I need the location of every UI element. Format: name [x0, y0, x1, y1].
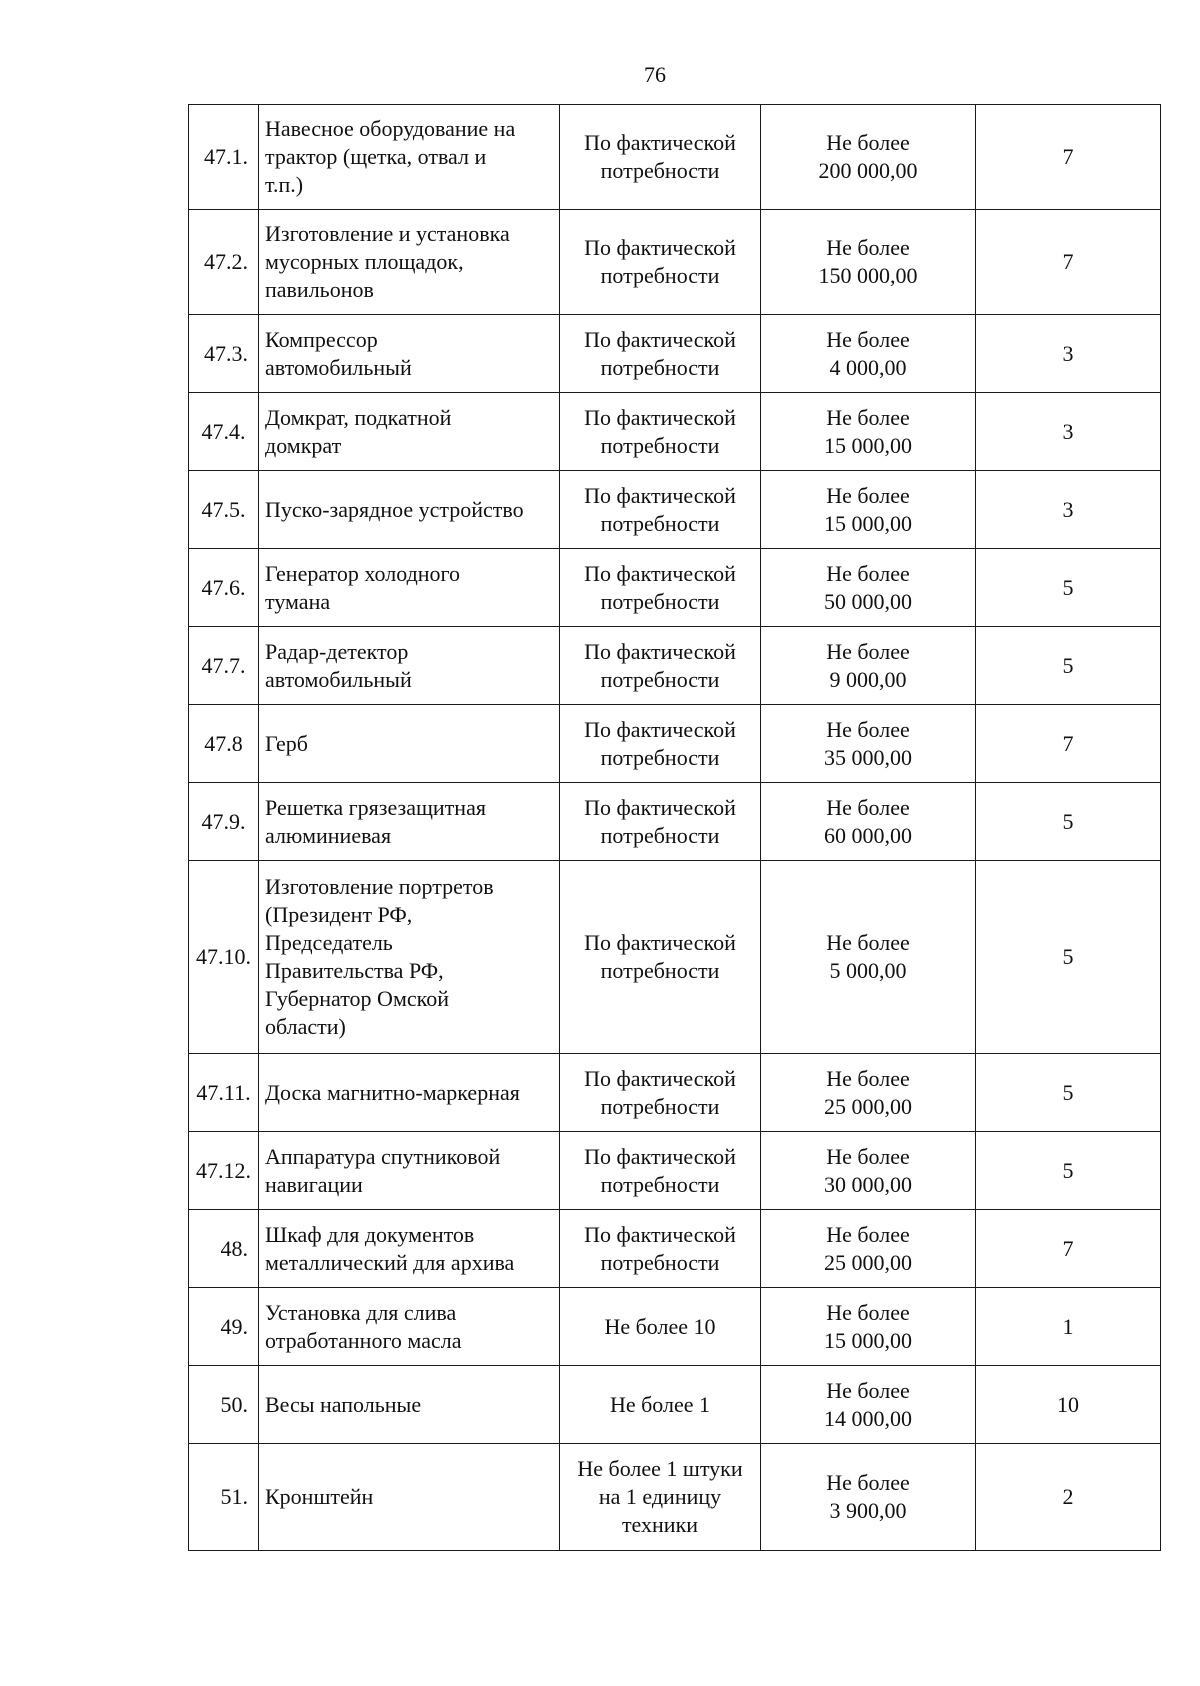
item-price	[761, 627, 976, 705]
item-price-line: 15 000,00	[824, 510, 912, 536]
item-quantity-line: потребности	[600, 958, 720, 983]
item-quantity-line: По фактической	[584, 130, 736, 155]
table-row	[189, 549, 1161, 627]
item-name	[259, 861, 560, 1054]
item-quantity-line: По фактической	[584, 930, 736, 955]
item-name	[259, 315, 560, 393]
item-price	[761, 705, 976, 783]
item-price-line: Не более	[826, 1065, 910, 1091]
item-number: 51.	[189, 1444, 259, 1551]
item-number: 47.1.	[189, 105, 259, 210]
item-quantity	[560, 471, 761, 549]
item-name-line: автомобильный	[265, 666, 412, 692]
item-term: 7	[976, 210, 1161, 315]
item-quantity-line: По фактической	[584, 404, 736, 430]
table-row	[189, 627, 1161, 705]
item-quantity-line: По фактической	[584, 482, 736, 508]
item-number: 47.10.	[189, 861, 259, 1054]
item-name-line: Решетка грязезащитная	[265, 794, 486, 820]
table-row	[189, 861, 1161, 1054]
item-name	[259, 1210, 560, 1288]
item-name-line: Радар-детектор	[265, 638, 409, 664]
item-name	[259, 705, 560, 783]
item-quantity-line: По фактической	[584, 794, 736, 820]
item-price-line: Не более	[826, 930, 910, 955]
item-name-line: павильонов	[265, 277, 374, 302]
item-name-line: Изготовление портретов	[265, 874, 494, 899]
item-price-line: 50 000,00	[824, 588, 912, 614]
item-quantity	[560, 1288, 761, 1366]
item-price-line: 25 000,00	[824, 1249, 912, 1275]
item-quantity	[560, 105, 761, 210]
item-number: 47.6.	[189, 549, 259, 627]
item-number: 50.	[189, 1366, 259, 1444]
item-price-line: 200 000,00	[818, 158, 918, 183]
item-price-line: Не более	[826, 638, 910, 664]
item-name-line: Доска магнитно-маркерная	[265, 1079, 520, 1105]
item-name	[259, 1444, 560, 1551]
item-term: 1	[976, 1288, 1161, 1366]
table-row	[189, 1366, 1161, 1444]
item-quantity	[560, 861, 761, 1054]
item-quantity-line: По фактической	[584, 326, 736, 352]
item-term: 5	[976, 783, 1161, 861]
table-row	[189, 1444, 1161, 1551]
item-quantity-line: потребности	[600, 432, 720, 458]
item-price-line: 9 000,00	[829, 666, 907, 692]
item-price-line: Не более	[826, 1470, 910, 1495]
item-quantity-line: Не более 10	[604, 1313, 716, 1339]
item-number: 47.4.	[189, 393, 259, 471]
item-term: 3	[976, 315, 1161, 393]
item-name-line: области)	[265, 1014, 346, 1039]
item-quantity-line: потребности	[600, 666, 720, 692]
item-price-line: 14 000,00	[824, 1405, 912, 1431]
item-price	[761, 315, 976, 393]
item-name	[259, 783, 560, 861]
item-quantity-line: потребности	[600, 744, 720, 770]
item-term: 7	[976, 105, 1161, 210]
item-quantity-line: По фактической	[584, 638, 736, 664]
page-number: 76	[644, 62, 666, 87]
item-price-line: 15 000,00	[824, 1327, 912, 1353]
item-price-line: 25 000,00	[824, 1093, 912, 1119]
table-row	[189, 1054, 1161, 1132]
item-price-line: Не более	[826, 1143, 910, 1169]
table-row	[189, 705, 1161, 783]
item-price-line: 4 000,00	[829, 354, 907, 380]
item-name-line: трактор (щетка, отвал и	[265, 144, 487, 169]
item-price-line: 150 000,00	[818, 263, 918, 288]
item-quantity-line: потребности	[600, 510, 720, 536]
item-name-line: Правительства РФ,	[265, 958, 444, 983]
table-row	[189, 471, 1161, 549]
item-name-line: Председатель	[265, 930, 393, 955]
item-quantity-line: По фактической	[584, 560, 736, 586]
item-quantity	[560, 1444, 761, 1551]
item-name-line: Установка для слива	[265, 1299, 457, 1325]
item-name-line: Генератор холодного	[265, 560, 461, 586]
item-name-line: металлический для архива	[265, 1249, 515, 1275]
item-price-line: 5 000,00	[829, 958, 907, 983]
item-quantity-line: Не более 1 штуки	[577, 1456, 743, 1481]
item-term: 5	[976, 549, 1161, 627]
item-quantity	[560, 783, 761, 861]
item-quantity	[560, 549, 761, 627]
item-name-line: Изготовление и установка	[265, 221, 510, 246]
item-quantity	[560, 627, 761, 705]
item-name	[259, 627, 560, 705]
item-quantity-line: потребности	[600, 588, 720, 614]
table-row	[189, 1210, 1161, 1288]
item-price	[761, 393, 976, 471]
item-name-line: мусорных площадок,	[265, 249, 464, 274]
item-quantity	[560, 1366, 761, 1444]
specification-table	[188, 104, 1161, 1551]
item-quantity	[560, 315, 761, 393]
item-quantity-line: потребности	[600, 354, 720, 380]
table-row	[189, 393, 1161, 471]
item-name-line: Весы напольные	[265, 1391, 422, 1417]
item-price-line: Не более	[826, 404, 910, 430]
item-price-line: Не более	[826, 1221, 910, 1247]
item-term: 5	[976, 861, 1161, 1054]
item-price-line: 3 900,00	[829, 1498, 907, 1523]
item-number: 47.9.	[189, 783, 259, 861]
item-quantity	[560, 705, 761, 783]
item-price-line: Не более	[826, 1377, 910, 1403]
item-number: 47.2.	[189, 210, 259, 315]
item-quantity-line: Не более 1	[609, 1391, 711, 1417]
item-price-line: 30 000,00	[824, 1171, 912, 1197]
item-price-line: Не более	[826, 235, 910, 260]
item-number: 48.	[189, 1210, 259, 1288]
item-name	[259, 105, 560, 210]
item-name-line: Шкаф для документов	[265, 1221, 475, 1247]
item-price-line: Не более	[826, 482, 910, 508]
table-row	[189, 105, 1161, 210]
item-name	[259, 393, 560, 471]
table-row	[189, 210, 1161, 315]
item-number: 47.7.	[189, 627, 259, 705]
item-name-line: Герб	[265, 730, 309, 756]
item-name	[259, 210, 560, 315]
item-quantity-line: техники	[621, 1512, 699, 1537]
item-price-line: Не более	[826, 560, 910, 586]
item-name-line: домкрат	[265, 432, 342, 458]
item-quantity	[560, 1210, 761, 1288]
table-row	[189, 315, 1161, 393]
item-term: 3	[976, 471, 1161, 549]
item-term: 10	[976, 1366, 1161, 1444]
item-price	[761, 210, 976, 315]
item-price	[761, 1444, 976, 1551]
table-row	[189, 783, 1161, 861]
item-quantity-line: По фактической	[584, 1221, 736, 1247]
item-price	[761, 1288, 976, 1366]
item-name-line: Компрессор	[265, 326, 378, 352]
item-price-line: Не более	[826, 130, 910, 155]
item-name-line: навигации	[265, 1171, 363, 1197]
item-name-line: Губернатор Омской	[265, 986, 449, 1011]
item-price	[761, 549, 976, 627]
item-quantity-line: на 1 единицу	[598, 1484, 722, 1509]
item-price-line: Не более	[826, 716, 910, 742]
item-term: 3	[976, 393, 1161, 471]
item-name-line: Аппаратура спутниковой	[265, 1143, 501, 1169]
item-quantity-line: По фактической	[584, 235, 736, 260]
item-term: 2	[976, 1444, 1161, 1551]
item-name-line: тумана	[265, 588, 331, 614]
item-name-line: алюминиевая	[265, 822, 392, 848]
item-number: 47.8	[189, 705, 259, 783]
item-name-line: т.п.)	[265, 172, 304, 197]
item-name-line: Навесное оборудование на	[265, 116, 516, 141]
item-price	[761, 1132, 976, 1210]
table-row	[189, 1132, 1161, 1210]
item-price-line: 60 000,00	[824, 822, 912, 848]
item-price-line: Не более	[826, 326, 910, 352]
item-name-line: Пуско-зарядное устройство	[265, 496, 524, 522]
item-price	[761, 861, 976, 1054]
item-name	[259, 549, 560, 627]
item-number: 47.3.	[189, 315, 259, 393]
table-body	[189, 105, 1161, 1551]
item-name-line: Домкрат, подкатной	[265, 404, 452, 430]
item-quantity-line: По фактической	[584, 716, 736, 742]
item-name	[259, 471, 560, 549]
item-quantity-line: потребности	[600, 1093, 720, 1119]
item-price-line: 35 000,00	[824, 744, 912, 770]
item-term: 5	[976, 627, 1161, 705]
item-name-line: автомобильный	[265, 354, 412, 380]
item-term: 5	[976, 1054, 1161, 1132]
item-name	[259, 1132, 560, 1210]
item-price-line: Не более	[826, 1299, 910, 1325]
item-quantity	[560, 1132, 761, 1210]
item-quantity-line: По фактической	[584, 1065, 736, 1091]
item-quantity-line: По фактической	[584, 1143, 736, 1169]
item-quantity-line: потребности	[600, 1249, 720, 1275]
item-quantity-line: потребности	[600, 822, 720, 848]
item-term: 7	[976, 705, 1161, 783]
item-number: 47.5.	[189, 471, 259, 549]
item-quantity	[560, 210, 761, 315]
item-quantity	[560, 1054, 761, 1132]
item-quantity-line: потребности	[600, 263, 720, 288]
item-price	[761, 471, 976, 549]
item-name	[259, 1054, 560, 1132]
item-term: 7	[976, 1210, 1161, 1288]
item-name-line: (Президент РФ,	[265, 902, 413, 927]
item-name-line: отработанного масла	[265, 1327, 462, 1353]
item-quantity-line: потребности	[600, 1171, 720, 1197]
item-price	[761, 1210, 976, 1288]
item-number: 49.	[189, 1288, 259, 1366]
item-price	[761, 783, 976, 861]
table-row	[189, 1288, 1161, 1366]
item-price-line: 15 000,00	[824, 432, 912, 458]
item-number: 47.12.	[189, 1132, 259, 1210]
item-quantity-line: потребности	[600, 158, 720, 183]
item-quantity	[560, 393, 761, 471]
item-price	[761, 1366, 976, 1444]
item-number: 47.11.	[189, 1054, 259, 1132]
item-price-line: Не более	[826, 794, 910, 820]
item-term: 5	[976, 1132, 1161, 1210]
item-price	[761, 1054, 976, 1132]
item-name	[259, 1366, 560, 1444]
item-name-line: Кронштейн	[265, 1484, 374, 1509]
item-name	[259, 1288, 560, 1366]
item-price	[761, 105, 976, 210]
